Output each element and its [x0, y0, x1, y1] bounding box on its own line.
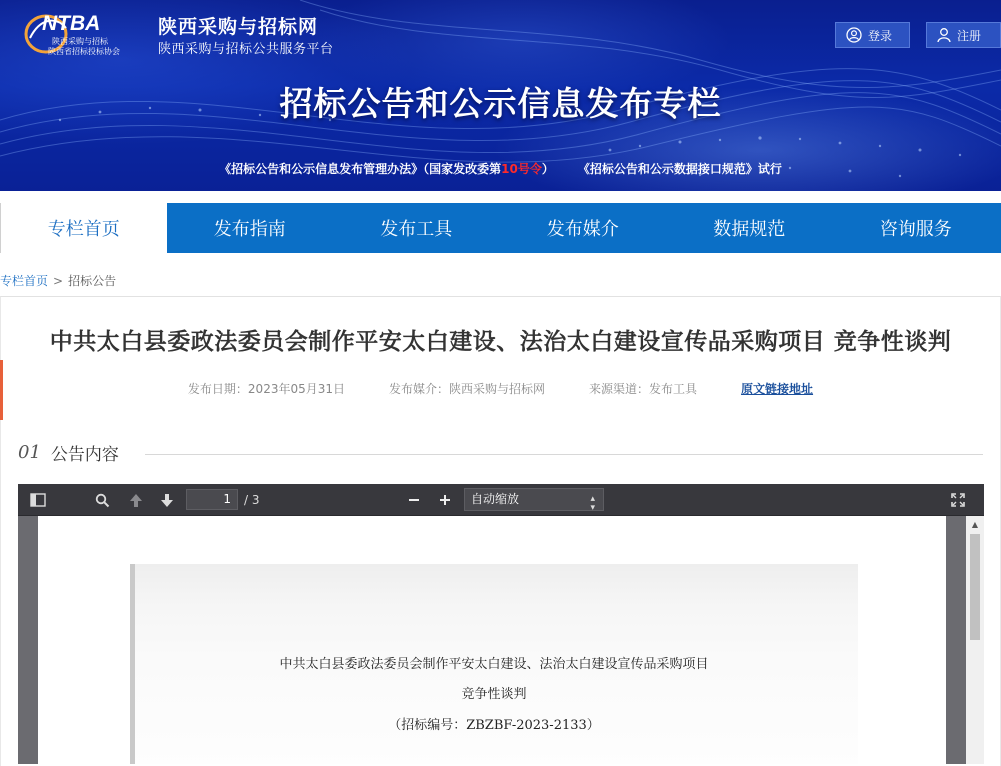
nav-item-consulting[interactable]: 咨询服务 [879, 219, 952, 240]
doc-bid-number-line: （招标编号：ZBZBF-2023-2133） [388, 718, 600, 733]
register-label: 注册 [957, 28, 982, 43]
section-label: 公告内容 [50, 445, 119, 465]
pdf-viewer [18, 484, 984, 764]
publish-date: 发布日期：2023年05月31日 [187, 382, 346, 396]
plus-icon [439, 494, 451, 506]
breadcrumb-home-link[interactable]: 专栏首页 [0, 274, 49, 288]
fullscreen-icon [951, 493, 965, 507]
publish-media: 发布媒介：陕西采购与招标网 [389, 382, 546, 396]
notice-data-spec-link[interactable]: 《招标公告和公示数据接口规范》试行 [577, 162, 782, 176]
doc-type-line: 竞争性谈判 [461, 687, 527, 702]
pdf-page [38, 516, 946, 764]
user-outline-icon [937, 27, 951, 43]
nav-item-media[interactable]: 发布媒介 [546, 219, 619, 240]
page-number-input[interactable]: 1 [186, 489, 238, 510]
nav-item-home[interactable]: 专栏首页 [0, 203, 167, 253]
section-divider [145, 454, 983, 455]
nav-item-tools[interactable]: 发布工具 [380, 219, 453, 240]
breadcrumb [0, 272, 116, 289]
banner-notice [0, 160, 1001, 177]
user-circle-icon [846, 27, 862, 43]
svg-text:陕西采购与招标: 陕西采购与招标 [52, 37, 108, 46]
ntba-logo-icon [22, 8, 152, 56]
arrow-up-icon [129, 493, 143, 508]
main-nav [0, 203, 1001, 253]
nav-item-data-spec[interactable]: 数据规范 [713, 219, 786, 240]
banner-heading: 招标公告和公示信息发布专栏 [279, 84, 722, 123]
nav-item-guide[interactable]: 发布指南 [213, 219, 286, 240]
breadcrumb-separator-icon: > [53, 273, 64, 288]
chevron-updown-icon: ▴ ▾ [590, 494, 595, 513]
article-meta [0, 380, 1001, 397]
sidebar-toggle-icon [30, 493, 46, 507]
next-page-button[interactable] [155, 484, 179, 516]
section-header [18, 440, 119, 465]
previous-page-button[interactable] [124, 484, 148, 516]
presentation-mode-button[interactable] [946, 484, 970, 516]
pdf-scrollbar[interactable] [966, 516, 984, 764]
notice-closing-paren: ） [541, 162, 554, 176]
notice-regulation-link[interactable]: 《招标公告和公示信息发布管理办法》（国家发改委第 [219, 162, 502, 176]
site-title: 陕西采购与招标网 [158, 16, 319, 38]
login-label: 登录 [868, 28, 893, 43]
sidebar-toggle-button[interactable] [26, 484, 50, 516]
site-subtitle: 陕西采购与招标公共服务平台 [158, 42, 334, 57]
svg-text:陕西省招标投标协会: 陕西省招标投标协会 [48, 47, 120, 56]
minus-icon [408, 494, 420, 506]
zoom-select-value: 自动缩放 [471, 492, 520, 506]
search-icon [95, 493, 110, 508]
pdf-page-area [18, 516, 966, 764]
zoom-select[interactable] [464, 488, 604, 511]
login-button[interactable] [835, 22, 910, 48]
find-button[interactable] [90, 484, 114, 516]
svg-text:NTBA: NTBA [42, 12, 101, 35]
breadcrumb-current: 招标公告 [68, 274, 117, 288]
doc-title-line: 中共太白县委政法委员会制作平安太白建设、法治太白建设宣传品采购项目 [279, 657, 709, 672]
page-total: / 3 [244, 493, 260, 507]
register-button[interactable] [926, 22, 1001, 48]
article-title: 中共太白县委政法委员会制作平安太白建设、法治太白建设宣传品采购项目 竞争性谈判 [49, 329, 952, 355]
zoom-out-button[interactable] [402, 484, 426, 516]
section-number: 01 [18, 442, 41, 463]
pdf-toolbar [18, 484, 984, 516]
original-link[interactable]: 原文链接地址 [741, 382, 814, 396]
scroll-thumb[interactable] [970, 534, 980, 640]
zoom-in-button[interactable] [433, 484, 457, 516]
notice-decree-number: 10号令 [501, 162, 542, 176]
scroll-up-icon[interactable]: ▲ [971, 520, 979, 529]
source-channel: 来源渠道：发布工具 [589, 382, 698, 396]
header-banner [0, 0, 1001, 191]
arrow-down-icon [160, 493, 174, 508]
